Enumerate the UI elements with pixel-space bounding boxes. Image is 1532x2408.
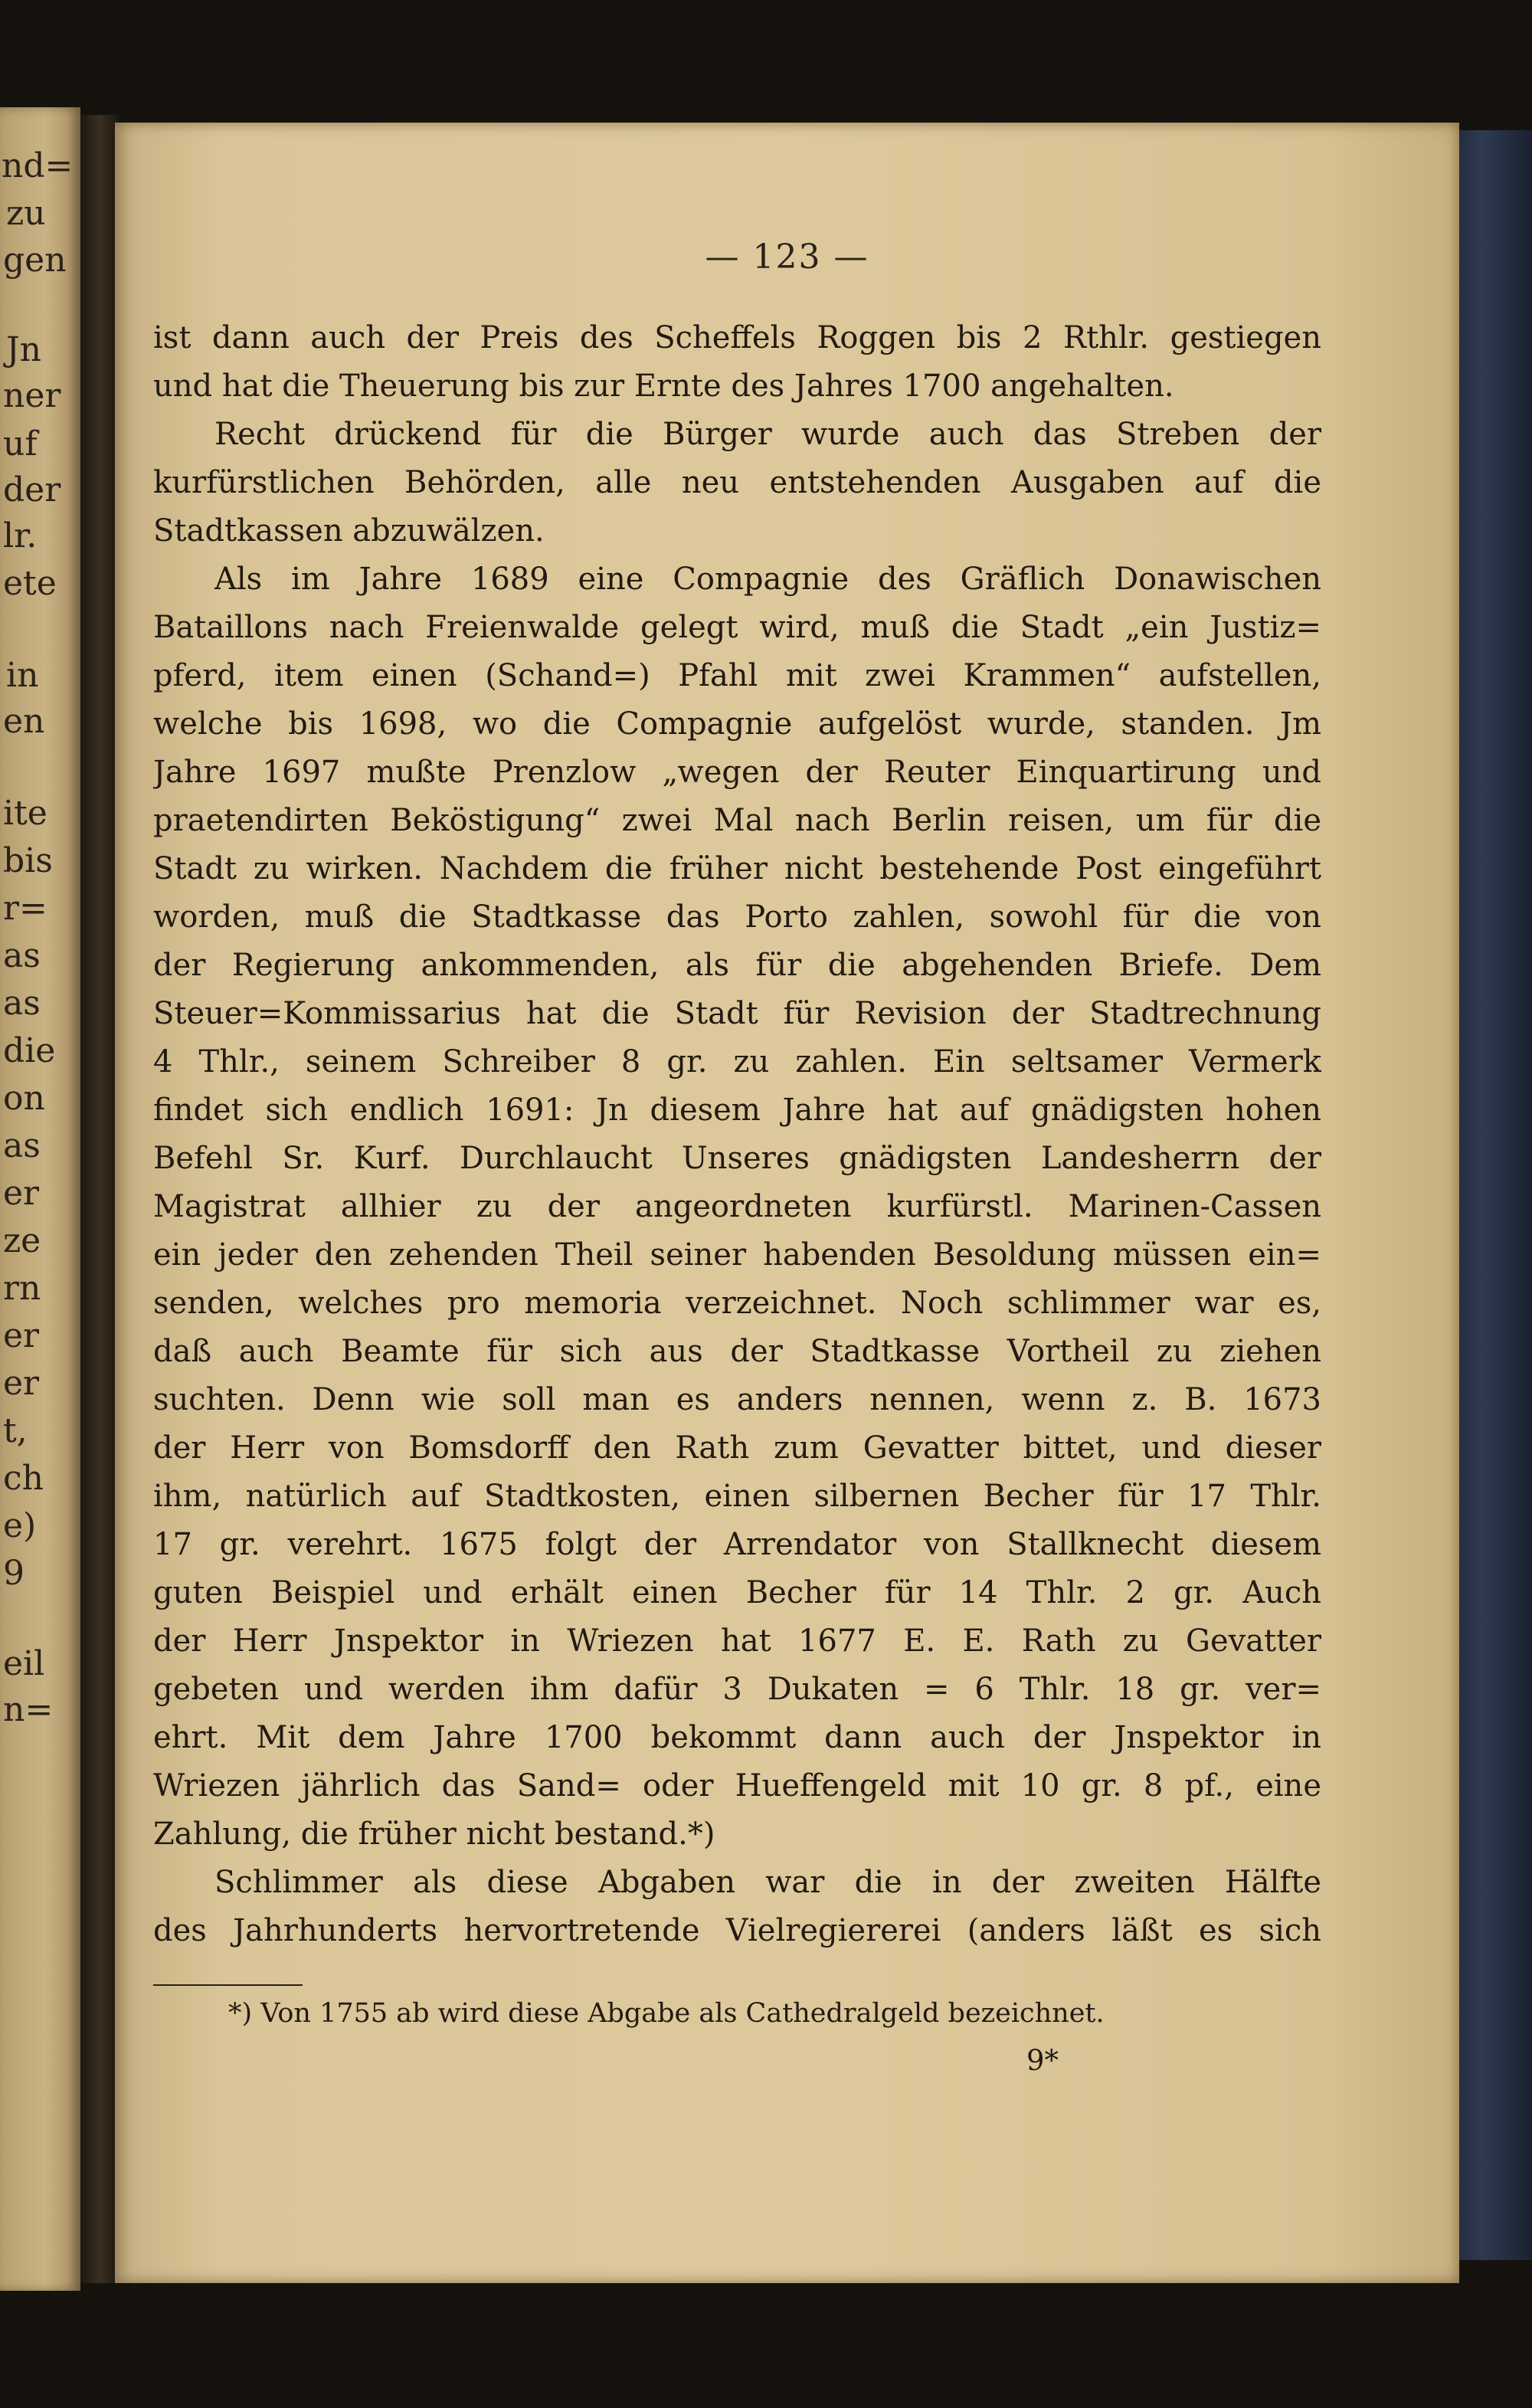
page-number: — 123 —	[705, 238, 869, 277]
margin-fragment: gen	[3, 241, 67, 280]
text-line: der Herr Jnspektor in Wriezen hat 1677 E. E. Rath zu Gevatter	[153, 1623, 1321, 1659]
text-line: Befehl Sr. Kurf. Durchlaucht Unseres gnädigsten Landesherrn der	[153, 1141, 1321, 1176]
footnote: *) Von 1755 ab wird diese Abgabe als Cathedralgeld bezeichnet.	[228, 1998, 1105, 2029]
text-line: Bataillons nach Freienwalde gelegt wird, muß die Stadt „ein Justiz=	[153, 610, 1321, 645]
margin-fragment: n=	[3, 1690, 54, 1729]
text-line: Jahre 1697 mußte Prenzlow „wegen der Reuter Einquartirung und	[153, 755, 1321, 790]
text-line: Schlimmer als diese Abgaben war die in der zweiten Hälfte	[214, 1865, 1321, 1900]
margin-fragment: ch	[3, 1459, 44, 1498]
text-line: Stadtkassen abzuwälzen.	[153, 513, 545, 549]
margin-fragment: uf	[3, 424, 38, 464]
text-line: pferd, item einen (Schand=) Pfahl mit zwei Krammen“ aufstellen,	[153, 658, 1321, 693]
left-page-edge	[0, 107, 80, 2291]
text-line: ein jeder den zehenden Theil seiner habenden Besoldung müssen ein=	[153, 1237, 1321, 1273]
text-line: Stadt zu wirken. Nachdem die früher nicht bestehende Post eingeführt	[153, 851, 1321, 886]
margin-fragment: die	[3, 1031, 56, 1070]
text-line: der Regierung ankommenden, als für die abgehenden Briefe. Dem	[153, 948, 1321, 983]
margin-fragment: r=	[3, 889, 47, 928]
margin-fragment: as	[3, 1126, 41, 1165]
text-line: suchten. Denn wie soll man es anders nennen, wenn z. B. 1673	[153, 1382, 1321, 1417]
margin-fragment: as	[3, 936, 41, 975]
margin-fragment: in	[6, 656, 39, 695]
margin-fragment: bis	[3, 841, 53, 880]
margin-fragment: nd=	[2, 146, 74, 185]
margin-fragment: ze	[3, 1221, 41, 1260]
text-line: findet sich endlich 1691: Jn diesem Jahre hat auf gnädigsten hohen	[153, 1093, 1321, 1128]
book-spine	[80, 115, 119, 2283]
text-line: Recht drückend für die Bürger wurde auch das Streben der	[214, 417, 1321, 452]
margin-fragment: rn	[3, 1269, 41, 1308]
signature-mark: 9*	[1026, 2044, 1059, 2077]
text-line: und hat die Theuerung bis zur Ernte des Jahres 1700 angehalten.	[153, 369, 1174, 404]
book-cover-edge	[1448, 130, 1532, 2260]
text-line: ist dann auch der Preis des Scheffels Roggen bis 2 Rthlr. gestiegen	[153, 320, 1321, 355]
text-line: Magistrat allhier zu der angeordneten kurfürstl. Marinen-Cassen	[153, 1189, 1321, 1224]
margin-fragment: ner	[3, 376, 61, 415]
book-page	[115, 123, 1459, 2283]
margin-fragment: as	[3, 984, 41, 1023]
margin-fragment: er	[3, 1174, 40, 1213]
margin-fragment: Jn	[6, 330, 41, 369]
text-line: ihm, natürlich auf Stadtkosten, einen silbernen Becher für 17 Thlr.	[153, 1479, 1321, 1514]
text-line: Als im Jahre 1689 eine Compagnie des Gräflich Donawischen	[214, 562, 1321, 597]
text-line: ehrt. Mit dem Jahre 1700 bekommt dann auch der Jnspektor in	[153, 1720, 1321, 1755]
margin-fragment: ete	[3, 564, 57, 603]
body-text	[153, 314, 1321, 1955]
text-line: praetendirten Beköstigung“ zwei Mal nach Berlin reisen, um für die	[153, 803, 1321, 838]
text-line: kurfürstlichen Behörden, alle neu entstehenden Ausgaben auf die	[153, 465, 1321, 500]
margin-fragment: ite	[3, 794, 47, 833]
margin-fragment: en	[3, 702, 45, 741]
text-line: Steuer=Kommissarius hat die Stadt für Revision der Stadtrechnung	[153, 996, 1321, 1031]
margin-fragment: e)	[3, 1506, 37, 1545]
text-line: guten Beispiel und erhält einen Becher für 14 Thlr. 2 gr. Auch	[153, 1575, 1321, 1610]
text-line: der Herr von Bomsdorff den Rath zum Gevatter bittet, und dieser	[153, 1430, 1321, 1466]
text-line: senden, welches pro memoria verzeichnet. Noch schlimmer war es,	[153, 1286, 1321, 1321]
margin-fragment: t,	[3, 1411, 28, 1450]
margin-fragment: er	[3, 1364, 40, 1403]
text-line: daß auch Beamte für sich aus der Stadtkasse Vortheil zu ziehen	[153, 1334, 1321, 1369]
margin-fragment: lr.	[3, 516, 38, 555]
text-line: Zahlung, die früher nicht bestand.*)	[153, 1817, 715, 1852]
text-line: 4 Thlr., seinem Schreiber 8 gr. zu zahlen. Ein seltsamer Vermerk	[153, 1044, 1321, 1080]
text-line: gebeten und werden ihm dafür 3 Dukaten = 6 Thlr. 18 gr. ver=	[153, 1672, 1321, 1707]
text-line: welche bis 1698, wo die Compagnie aufgelöst wurde, standen. Jm	[153, 706, 1321, 742]
margin-fragment: der	[3, 470, 61, 509]
margin-fragment: eil	[3, 1644, 45, 1683]
margin-fragment: er	[3, 1316, 40, 1355]
margin-fragment: on	[3, 1079, 45, 1118]
text-line: 17 gr. verehrt. 1675 folgt der Arrendator von Stallknecht diesem	[153, 1527, 1321, 1562]
margin-fragment: 9	[3, 1554, 25, 1593]
footnote-divider	[153, 1984, 303, 1986]
text-line: des Jahrhunderts hervortretende Vielregiererei (anders läßt es sich	[153, 1913, 1321, 1948]
text-line: Wriezen jährlich das Sand= oder Hueffengeld mit 10 gr. 8 pf., eine	[153, 1768, 1321, 1804]
text-line: worden, muß die Stadtkasse das Porto zahlen, sowohl für die von	[153, 899, 1321, 935]
margin-fragment: zu	[6, 194, 46, 233]
